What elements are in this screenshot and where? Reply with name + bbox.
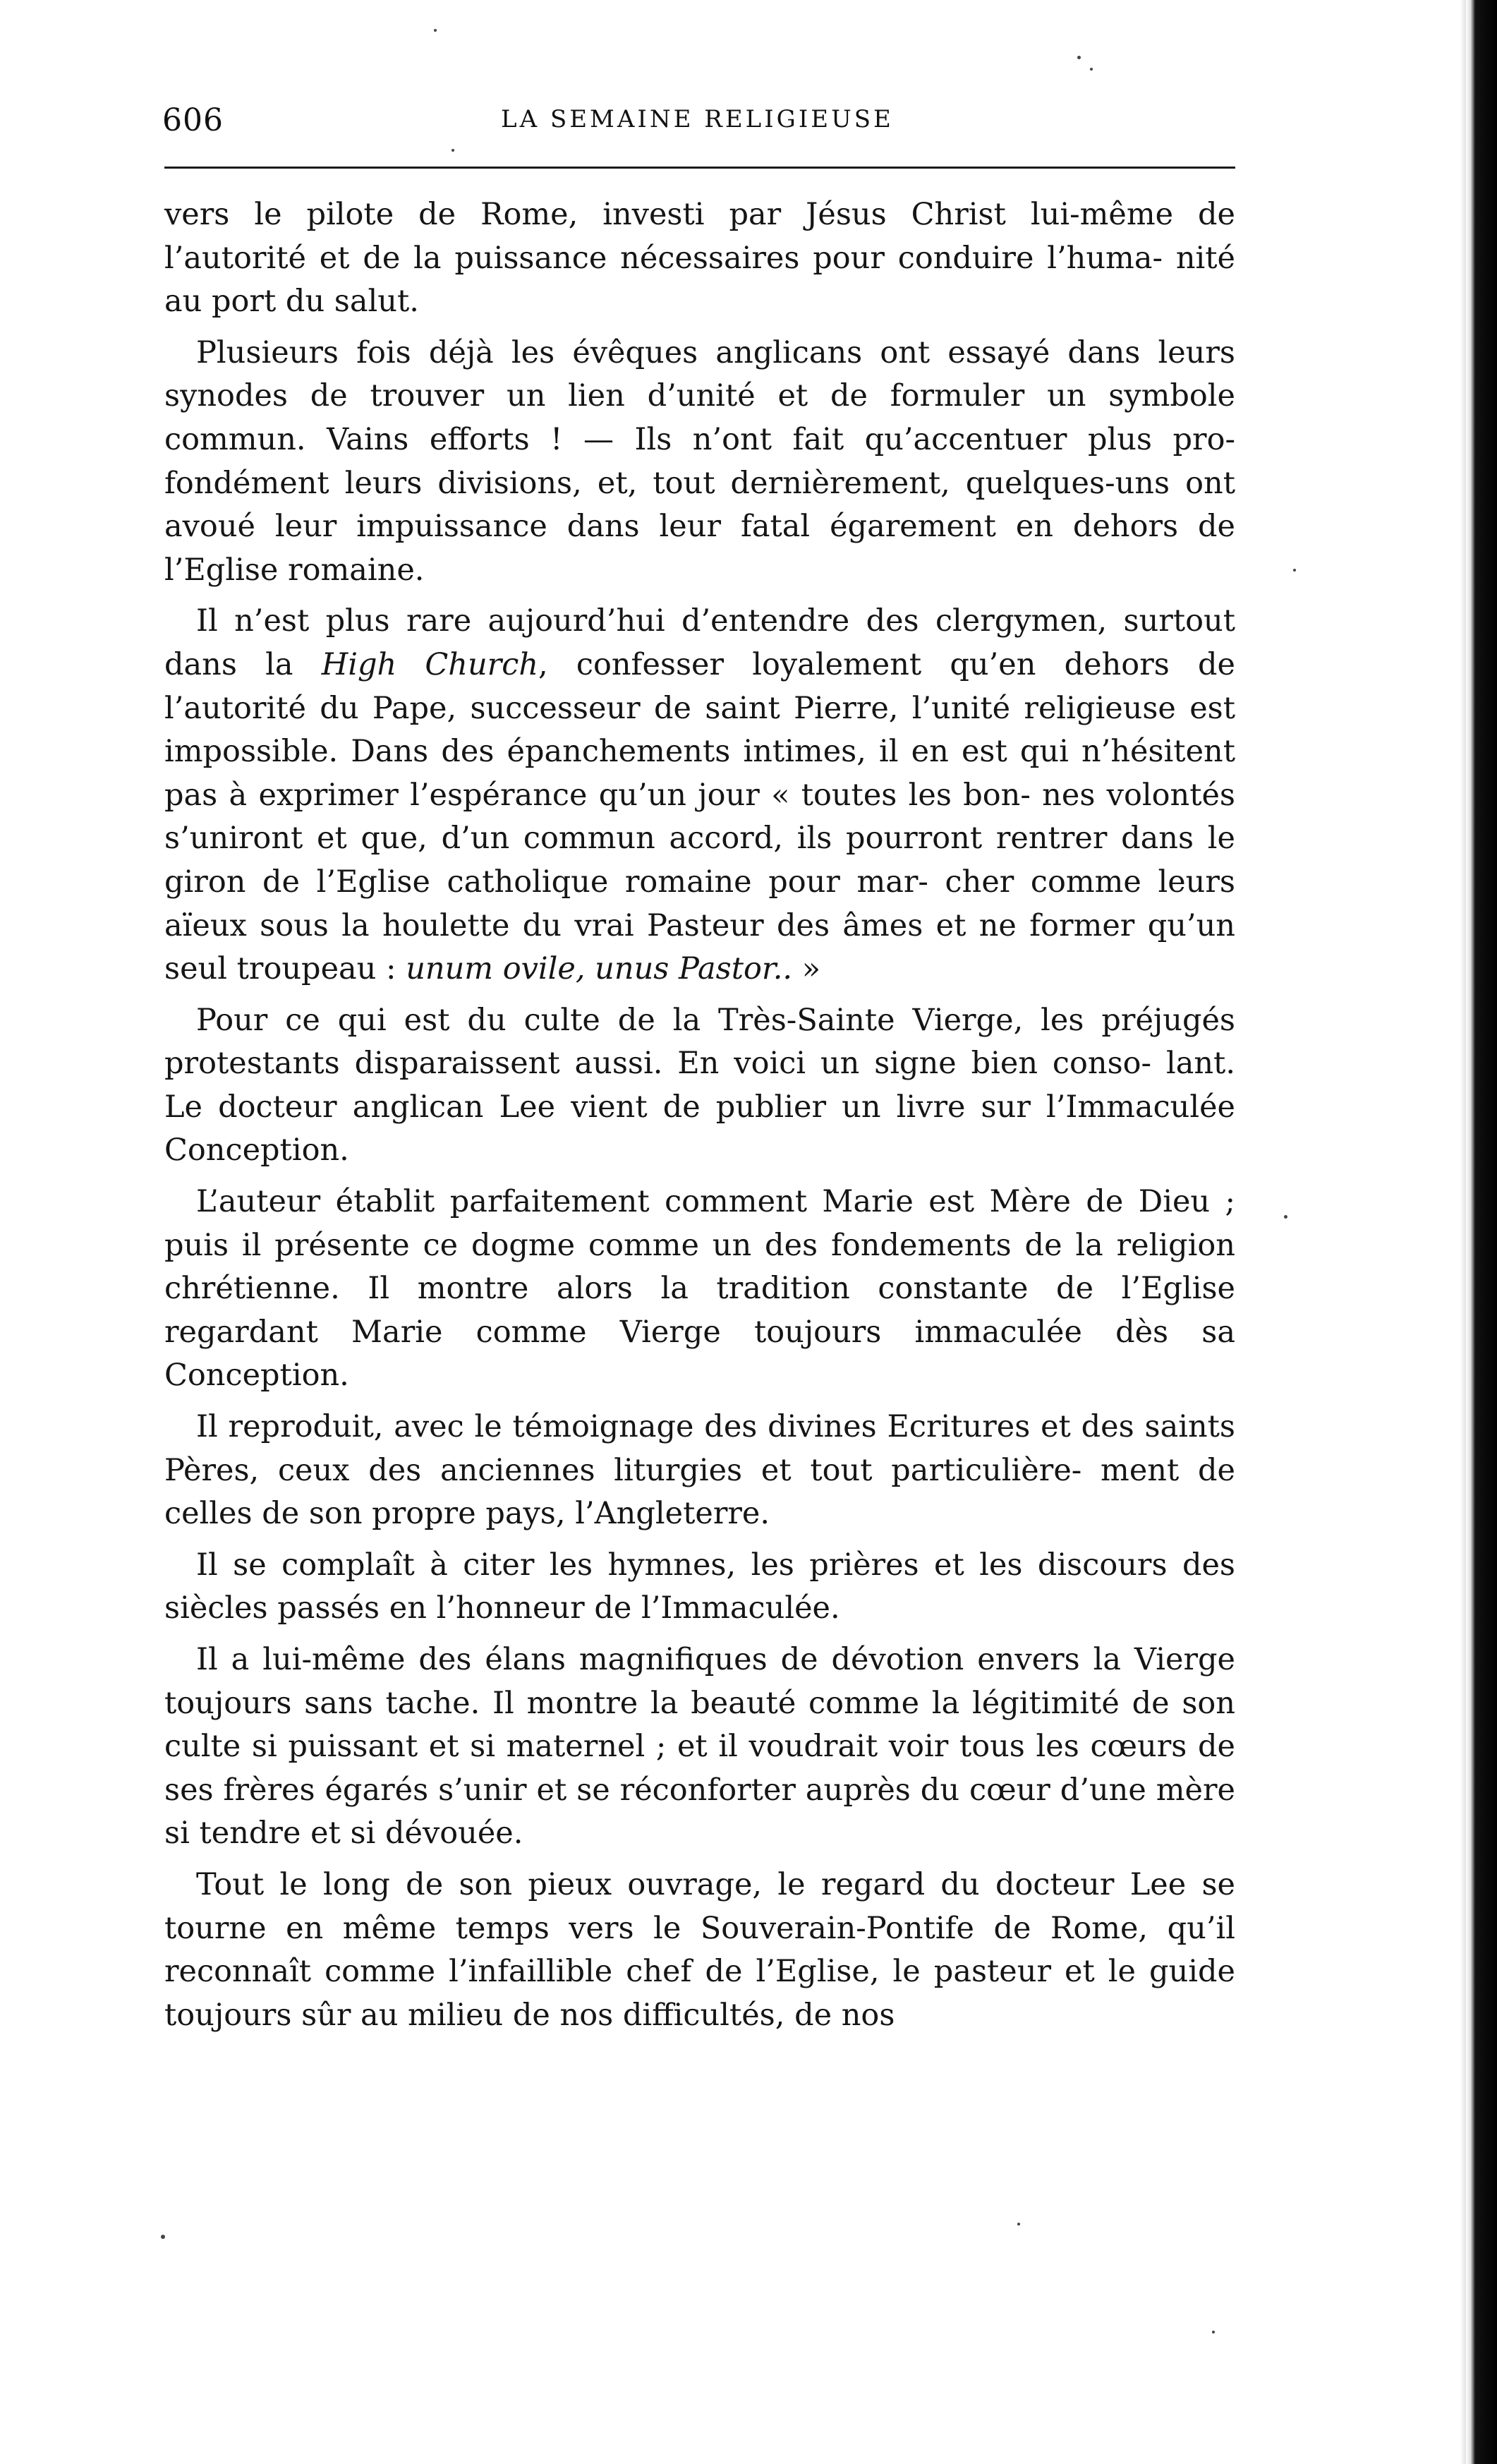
paragraph-7: Il se complaît à citer les hymnes, les prières et les discours des siècles passés en l’honneur de l’Immaculée.	[164, 1547, 1235, 1626]
paragraph-6: Il reproduit, avec le témoignage des divines Ecritures et des saints Pères, ceux des anciennes liturgies et tout particulière- ment de celles de son propre pays, l’Angleterre.	[164, 1409, 1235, 1532]
print-speck	[1284, 1215, 1287, 1219]
print-speck	[1090, 68, 1093, 71]
paragraph-3-text-after: »	[792, 951, 821, 987]
paragraph-2: Plusieurs fois déjà les évêques anglicans ont essayé dans leurs synodes de trouver un lien d’unité et de formuler un symbole commun. Vains efforts ! — Ils n’ont fait qu’accentuer plus pro- fondément leurs divisions, et, tout dernièrement, quelques-uns ont avoué leur impuissance dans leur fatal égarement en dehors de l’Eglise romaine.	[164, 334, 1235, 588]
page-number: 606	[162, 102, 224, 138]
paragraph-9: Tout le long de son pieux ouvrage, le regard du docteur Lee se tourne en même temps vers le Souverain-Pontife de Rome, qu’il reconnaît comme l’infaillible chef de l’Eglise, le pasteur et le guide toujours sûr au milieu de nos difficultés, de nos	[164, 1866, 1235, 2033]
paragraph-4: Pour ce qui est du culte de la Très-Sainte Vierge, les préjugés protestants disparaissent aussi. En voici un signe bien conso- lant. Le docteur anglican Lee vient de publier un livre sur l’Immaculée Conception.	[164, 1002, 1235, 1168]
latin-quote-italic: unum ovile, unus Pastor..	[406, 951, 793, 987]
paragraph-1: vers le pilote de Rome, investi par Jésus Christ lui-même de l’autorité et de la puissance nécessaires pour conduire l’huma- nité au port du salut.	[164, 197, 1235, 320]
print-speck	[1212, 2331, 1215, 2333]
high-church-italic: High Church	[321, 646, 539, 682]
print-speck	[1293, 569, 1296, 572]
print-speck	[434, 29, 437, 32]
paragraph-3	[164, 600, 1235, 991]
paragraph-3-text-middle: , confesser loyalement qu’en dehors de l’autorité du Pape, successeur de saint Pierre, l’unité religieuse est impossible. Dans des épanchements intimes, il en est qui n’hésitent pas à exprimer l’espérance qu’un jour « toutes les bon- nes volontés s’uniront et que, d’un commun accord, ils pourront rentrer dans le giron de l’Eglise catholique romaine pour mar- cher comme leurs aïeux sous la houlette du vrai Pasteur des âmes et ne former qu’un seul troupeau :	[164, 646, 1235, 987]
paragraph-5: L’auteur établit parfaitement comment Marie est Mère de Dieu ; puis il présente ce dogme comme un des fondements de la religion chrétienne. Il montre alors la tradition constante de l’Eglise regardant Marie comme Vierge toujours immaculée dès sa Conception.	[164, 1184, 1235, 1394]
print-speck	[1077, 56, 1081, 59]
paragraph-3-text-before: Il n’est plus rare aujourd’hui d’entendre des clergymen, surtout dans la	[164, 603, 1235, 682]
header-rule	[164, 167, 1235, 169]
dark-page-edge	[1466, 0, 1497, 2464]
page-edge-shadow	[1460, 0, 1466, 2464]
paragraph-8: Il a lui-même des élans magnifiques de dévotion envers la Vierge toujours sans tache. Il montre la beauté comme la légitimité de son culte si puissant et si maternel ; et il voudrait voir tous les cœurs de ses frères égarés s’unir et se réconforter auprès du cœur d’une mère si tendre et si dévouée.	[164, 1642, 1235, 1852]
print-speck	[1017, 2223, 1020, 2226]
running-title: LA SEMAINE RELIGIEUSE	[501, 105, 894, 133]
print-speck	[161, 2235, 165, 2239]
page-header	[162, 102, 1243, 159]
article-body	[164, 193, 1235, 2037]
